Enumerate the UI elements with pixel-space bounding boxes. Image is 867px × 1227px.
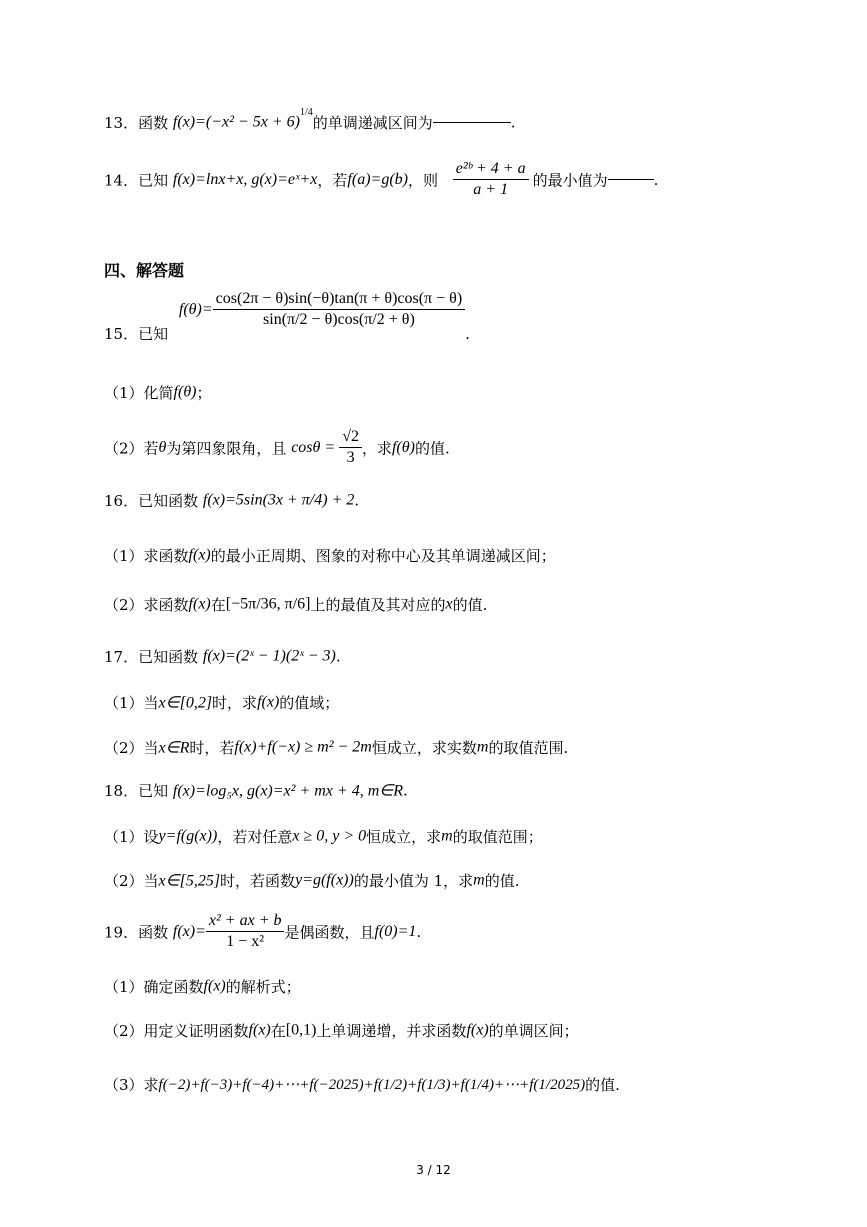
question-18 [104,780,408,801]
fraction-denominator: a + 1 [473,181,509,199]
math-formula: f(a)=g(b) [347,170,408,188]
fraction-denominator: sin(π/2 − θ)cos(π/2 + θ) [263,311,415,329]
question-19-part-1 [104,976,301,997]
question-16 [104,490,359,511]
math-formula: f(x)=5sin(3x + π/4) + 2 [202,491,355,509]
question-15 [104,290,470,344]
answer-blank [608,179,654,180]
question-text: 为第四象限角，且 [166,439,287,458]
question-text: ，则 [407,171,438,190]
question-text: 的单调区间； [488,1022,579,1040]
question-text: 的最小值为 1，求 [353,872,474,890]
punctuation: . [465,324,470,343]
part-label: （2）若 [104,439,159,458]
question-text: 在 [270,1022,286,1040]
question-text: 的值域； [279,694,340,712]
punctuation: . [402,781,408,800]
fraction-denominator: 3 [346,449,355,467]
math-formula: cosθ = [291,438,340,456]
question-15-part-1 [104,382,212,403]
question-text: 已知 [138,782,169,800]
math-formula: y=f(g(x)) [158,827,218,845]
question-text: 函数 [138,923,169,942]
question-text: 恒成立，求实数 [371,739,477,757]
question-text: 在 [210,596,226,614]
punctuation: . [510,113,516,132]
part-label: （1）求函数 [104,547,189,565]
question-number: 18． [104,782,139,800]
math-variable: m [441,827,453,845]
question-18-part-1 [104,826,543,847]
question-text: 已知 [138,325,169,344]
question-19 [104,912,421,952]
math-formula: x∈[0,2] [158,694,213,712]
part-label: （2）当 [104,872,159,890]
question-text: 的值. [484,872,520,890]
question-number: 14． [104,171,139,190]
math-formula: f(θ)= [178,300,213,318]
question-text: ，若对任意 [217,828,293,846]
punctuation: . [416,922,422,941]
question-text: 的取值范围. [488,739,569,757]
question-16-part-1 [104,545,556,566]
part-label: （2）当 [104,739,159,757]
question-text: 的值. [414,439,450,458]
math-formula: f(−2)+f(−3)+f(−4)+⋯+f(−2025)+f(1/2)+f(1/3)+f(1/4)+⋯+f(1/2025) [158,1077,586,1093]
question-text: ，求 [361,439,392,458]
fraction-denominator: 1 − x² [226,933,265,951]
part-label: （2）用定义证明函数 [104,1022,249,1040]
math-exponent: 1/4 [299,106,313,118]
fraction-numerator: x² + ax + b [206,912,285,932]
question-15-part-2 [104,428,450,468]
question-number: 13． [104,114,139,132]
question-text: 的值. [452,596,488,614]
question-text: 上的最值及其对应的 [310,596,446,614]
question-text: 上单调递增，并求函数 [316,1022,467,1040]
question-16-part-2 [104,594,487,615]
section-title: 四、解答题 [104,261,185,280]
question-text: 的最小正周期、图象的对称中心及其单调递减区间； [210,547,556,565]
part-label: （1）设 [104,828,159,846]
fraction-numerator: e²ᵇ + 4 + a [453,160,529,180]
part-label: （1）化简 [104,384,174,402]
answer-blank [433,122,511,123]
question-number: 17． [104,648,139,666]
question-17 [104,646,341,667]
math-formula: f(0)=1 [374,922,417,940]
question-text: 已知函数 [138,492,199,510]
math-formula: f(x) [248,1021,271,1039]
math-interval: [−5π/36, π/6] [225,595,311,613]
punctuation: ； [196,384,212,402]
math-fraction [213,290,465,330]
math-formula: f(x)=log₅x, g(x)=x² + mx + 4, m∈R [172,782,403,800]
math-formula: f(x) [188,595,211,613]
math-formula: f(x)= [172,922,206,940]
punctuation: . [335,647,341,666]
math-formula: f(x) [188,546,211,564]
math-formula: f(x) [466,1021,489,1039]
question-14 [104,160,658,200]
question-text: 时，求 [212,694,258,712]
math-variable: m [473,871,485,889]
question-17-part-1 [104,692,339,713]
question-19-part-2 [104,1020,579,1041]
punctuation: . [354,491,360,510]
part-label: （1）当 [104,694,159,712]
question-18-part-2 [104,870,519,891]
question-text: 是偶函数，且 [284,923,375,942]
part-label: （2）求函数 [104,596,189,614]
question-19-part-3 [104,1074,620,1095]
question-text: 函数 [138,114,169,132]
question-text: ，若 [317,171,348,190]
question-text: 的值. [585,1076,620,1094]
math-formula: f(x)+f(−x) ≥ m² − 2m [234,738,372,756]
question-text: 的最小值为 [532,171,608,190]
question-number: 15． [104,325,139,344]
math-fraction [339,428,362,468]
math-formula: f(x) [257,693,280,711]
question-13 [104,106,516,133]
part-label: （1）确定函数 [104,978,204,996]
math-formula: f(θ) [391,438,415,456]
question-text: 的取值范围； [452,828,543,846]
math-formula: x∈R [158,739,190,757]
question-17-part-2 [104,737,568,758]
math-formula: x ≥ 0, y > 0 [292,827,367,845]
math-formula: f(x)=lnx+x, g(x)=eˣ+x [172,170,318,188]
math-interval: [0,1) [285,1021,317,1039]
question-number: 19． [104,923,139,942]
question-number: 16． [104,492,139,510]
math-fraction [453,160,529,200]
question-text: 已知函数 [138,648,199,666]
math-formula: f(x)=(−x² − 5x + 6) [172,113,300,131]
math-variable: m [476,738,489,756]
math-formula: f(θ) [173,383,197,401]
math-variable: θ [158,438,167,456]
math-formula: y=g(f(x)) [295,871,354,889]
question-text: 时，若 [189,739,235,757]
fraction-numerator: cos(2π − θ)sin(−θ)tan(π + θ)cos(π − θ) [213,290,465,310]
question-text: 时，若函数 [220,872,296,890]
question-text: 恒成立，求 [366,828,442,846]
math-formula: x∈[5,25] [158,872,221,890]
math-variable: x [445,595,453,613]
page-number: 3 / 12 [416,1163,451,1177]
fraction-numerator: √2 [339,428,362,448]
question-text: 已知 [138,171,169,190]
question-text: 的单调递减区间为 [312,114,433,132]
math-fraction [206,912,285,952]
math-formula: f(x) [203,977,226,995]
punctuation: . [653,170,659,189]
part-label: （3）求 [104,1076,159,1094]
math-formula: f(x)=(2ˣ − 1)(2ˣ − 3) [202,647,336,665]
question-text: 的解析式； [225,978,301,996]
